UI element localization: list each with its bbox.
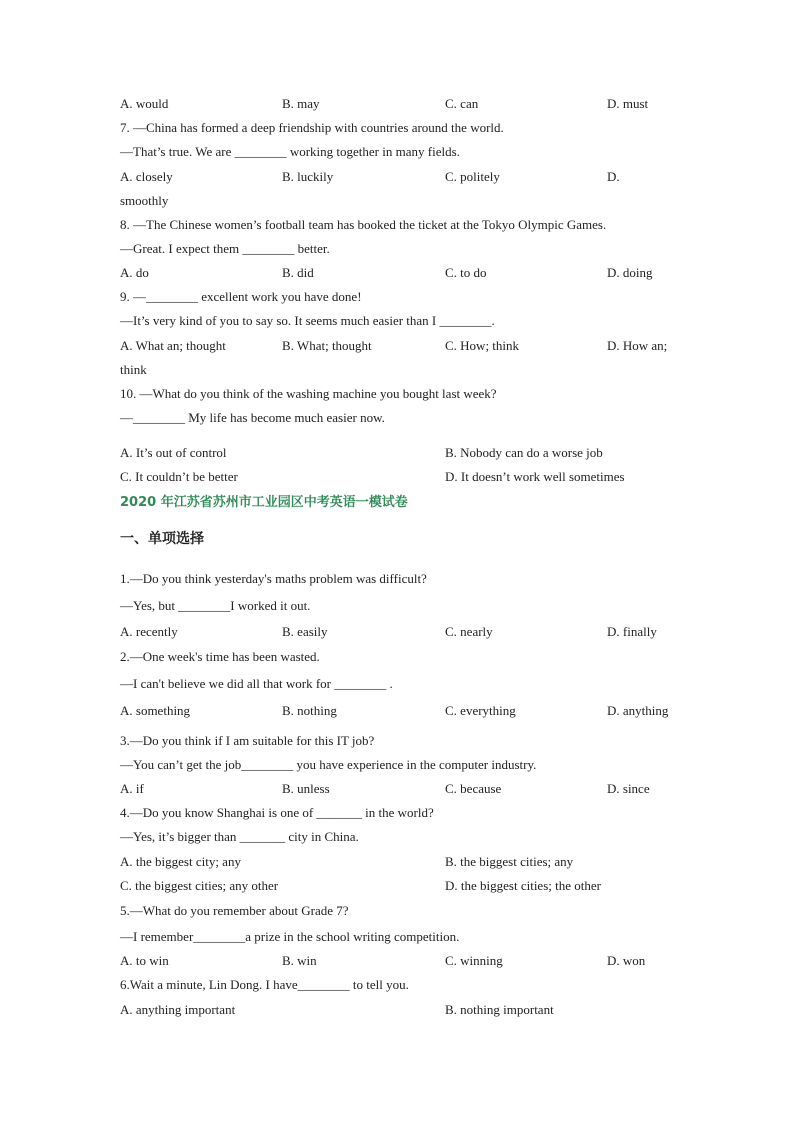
question-8-stem: 8. —The Chinese women’s football team has booked the ticket at the Tokyo Olympic Games. xyxy=(120,217,607,232)
question-9-stem: 9. —________ excellent work you have done! xyxy=(120,289,362,304)
option-a: A. do xyxy=(120,265,149,280)
option-b: B. What; thought xyxy=(282,338,372,353)
option-d: D. How an; xyxy=(607,338,668,353)
option-b: B. easily xyxy=(282,624,328,639)
option-b: B. nothing important xyxy=(445,1002,554,1017)
option-d-wrap: smoothly xyxy=(120,193,169,208)
option-a: A. the biggest city; any xyxy=(120,854,241,869)
option-b: B. may xyxy=(282,96,320,111)
option-a: A. anything important xyxy=(120,1002,236,1017)
option-b: B. luckily xyxy=(282,169,334,184)
question-5-reply: —I remember________a prize in the school writing competition. xyxy=(120,929,460,944)
section-title: 一、单项选择 xyxy=(120,531,204,547)
option-c: C. nearly xyxy=(445,624,493,639)
option-b: B. the biggest cities; any xyxy=(445,854,574,869)
option-c: C. How; think xyxy=(445,338,520,353)
option-b: B. did xyxy=(282,265,314,280)
question-8-reply: —Great. I expect them ________ better. xyxy=(120,241,330,256)
option-a: A. closely xyxy=(120,169,173,184)
option-b: B. win xyxy=(282,953,317,968)
question-3-stem: 3.—Do you think if I am suitable for this IT job? xyxy=(120,733,375,748)
option-c: C. winning xyxy=(445,953,503,968)
option-c: C. It couldn’t be better xyxy=(120,469,238,484)
question-3-reply: —You can’t get the job________ you have experience in the computer industry. xyxy=(120,757,537,772)
question-4-reply: —Yes, it’s bigger than _______ city in China. xyxy=(120,829,359,844)
option-a: A. It’s out of control xyxy=(120,445,227,460)
option-a: A. something xyxy=(120,703,191,718)
question-7-stem: 7. —China has formed a deep friendship with countries around the world. xyxy=(120,120,504,135)
question-6-stem: 6.Wait a minute, Lin Dong. I have________ to tell you. xyxy=(120,977,409,992)
option-d: D. since xyxy=(607,781,650,796)
question-4-stem: 4.—Do you know Shanghai is one of _______ in the world? xyxy=(120,805,434,820)
option-a: A. recently xyxy=(120,624,178,639)
option-d: D. finally xyxy=(607,624,657,639)
option-b: B. nothing xyxy=(282,703,337,718)
option-d-wrap: think xyxy=(120,362,147,377)
exam-title: 2020 年江苏省苏州市工业园区中考英语一模试卷 xyxy=(120,495,408,510)
option-c: C. can xyxy=(445,96,479,111)
option-a: A. What an; thought xyxy=(120,338,226,353)
option-a: A. to win xyxy=(120,953,169,968)
option-d: D. must xyxy=(607,96,649,111)
option-d: D. the biggest cities; the other xyxy=(445,878,601,893)
option-b: B. Nobody can do a worse job xyxy=(445,445,603,460)
question-2-reply: —I can't believe we did all that work for ________ . xyxy=(120,676,393,691)
option-d: D. anything xyxy=(607,703,669,718)
option-a: A. if xyxy=(120,781,144,796)
option-d: D. xyxy=(607,169,620,184)
question-2-stem: 2.—One week's time has been wasted. xyxy=(120,649,320,664)
option-d: D. It doesn’t work well sometimes xyxy=(445,469,625,484)
option-c: C. the biggest cities; any other xyxy=(120,878,279,893)
option-c: C. to do xyxy=(445,265,487,280)
option-d: D. doing xyxy=(607,265,653,280)
question-1-reply: —Yes, but ________I worked it out. xyxy=(120,598,311,613)
option-a: A. would xyxy=(120,96,169,111)
option-c: C. because xyxy=(445,781,502,796)
question-7-reply: —That’s true. We are ________ working together in many fields. xyxy=(120,144,460,159)
option-c: C. politely xyxy=(445,169,500,184)
question-5-stem: 5.—What do you remember about Grade 7? xyxy=(120,903,349,918)
option-d: D. won xyxy=(607,953,646,968)
option-c: C. everything xyxy=(445,703,516,718)
question-10-reply: —________ My life has become much easier now. xyxy=(120,410,385,425)
question-9-reply: —It’s very kind of you to say so. It seems much easier than I ________. xyxy=(120,313,495,328)
question-1-stem: 1.—Do you think yesterday's maths problem was difficult? xyxy=(120,571,427,586)
option-b: B. unless xyxy=(282,781,330,796)
question-10-stem: 10. —What do you think of the washing machine you bought last week? xyxy=(120,386,497,401)
